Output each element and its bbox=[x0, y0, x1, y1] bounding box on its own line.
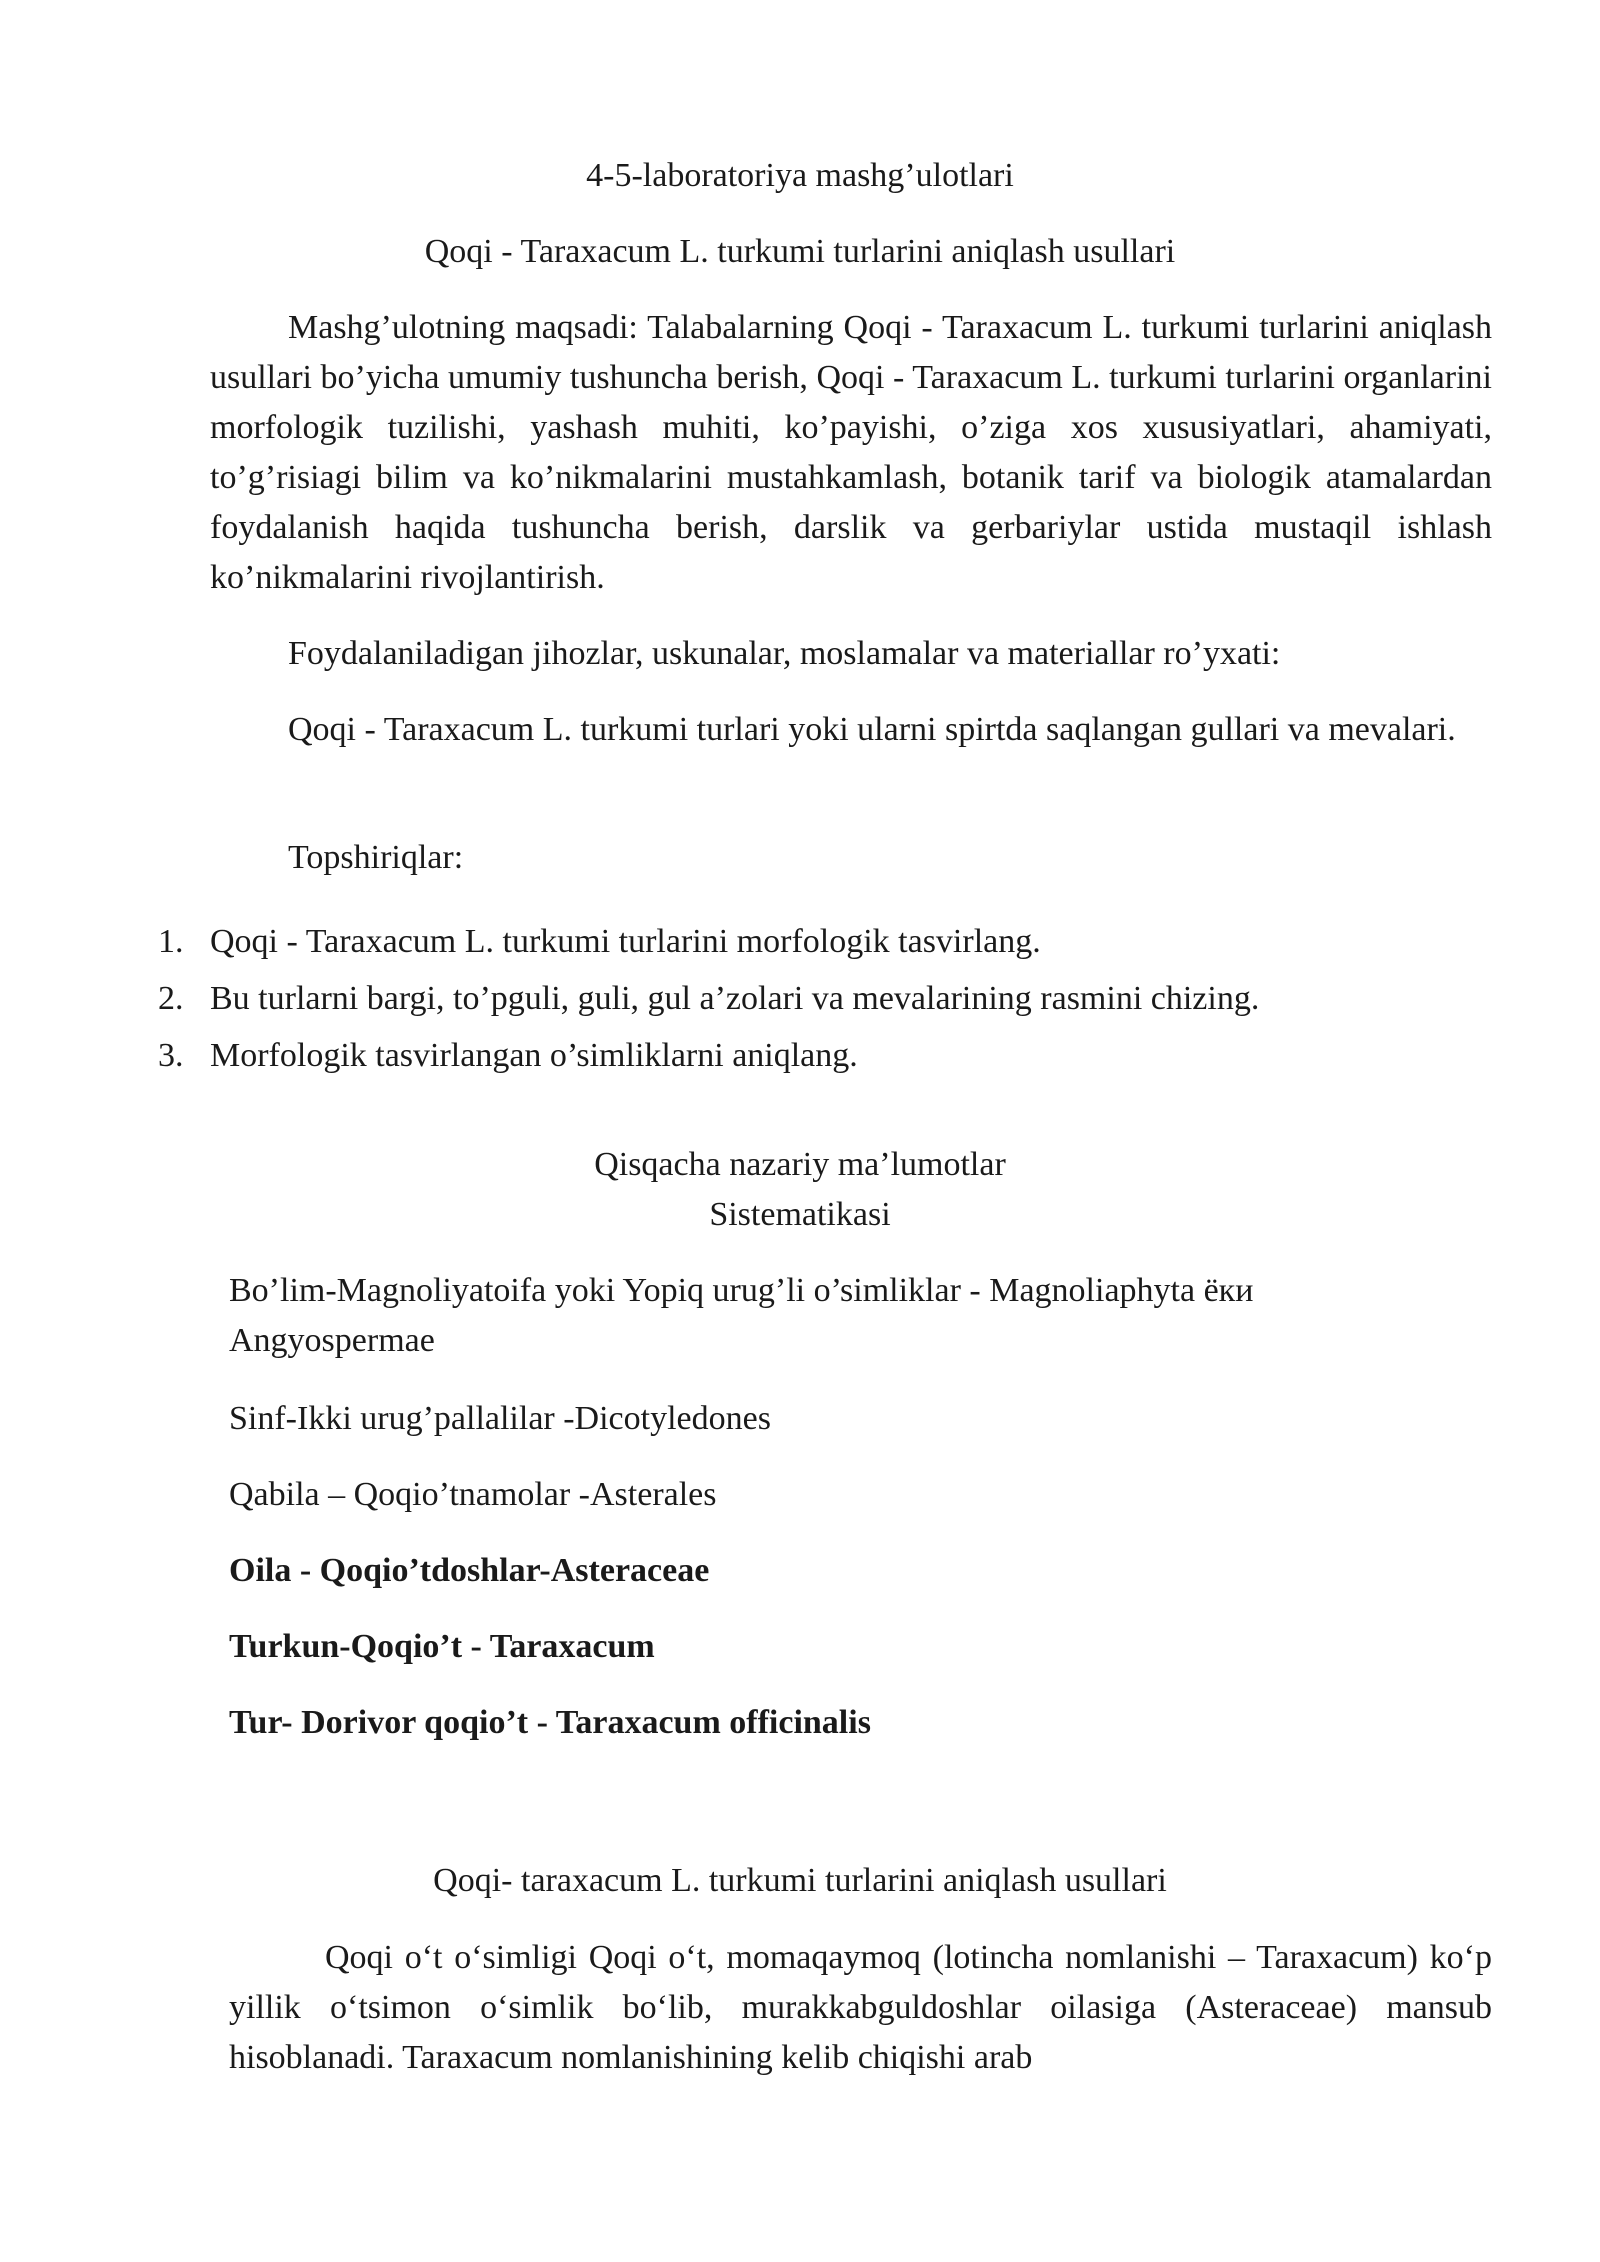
list-item-text: Morfologik tasvirlangan o’simliklarni aniqlang. bbox=[210, 1037, 858, 1074]
tasks-heading: Topshiriqlar: bbox=[288, 839, 464, 876]
section-title: Qoqi- taraxacum L. turkumi turlarini aniqlash usullari bbox=[433, 1862, 1167, 1899]
lab-title: 4-5-laboratoriya mashg’ulotlari bbox=[586, 157, 1014, 194]
systematics-order: Qabila – Qoqio’tnamolar -Asterales bbox=[229, 1476, 717, 1513]
goal-paragraph: Mashg’ulotning maqsadi: Talabalarning Qoqi - Taraxacum L. turkumi turlarini aniqlash usullari bo’yicha umumiy tushuncha berish, Qoqi - Taraxacum L. turkumi turlarini organlarini morfologik tuzilishi, yashash muhiti, ko’payishi, o’ziga xos xususiyatlari, ahamiyati, to’g’risiagi bilim va ko’nikmalarini mustahkamlash, botanik tarif va biologik atamalardan foydalanish haqida tushuncha berish, darslik va gerbariylar ustida mustaqil ishlash ko’nikmalarini rivojlantirish. bbox=[210, 309, 1492, 596]
theory-subheading: Sistematikasi bbox=[709, 1196, 891, 1233]
theory-heading: Qisqacha nazariy ma’lumotlar bbox=[594, 1146, 1006, 1183]
list-item-text: Qoqi - Taraxacum L. turkumi turlarini morfologik tasvirlang. bbox=[210, 923, 1041, 960]
systematics-species: Tur- Dorivor qoqio’t - Taraxacum officinalis bbox=[229, 1704, 871, 1741]
systematics-family: Oila - Qoqio’tdoshlar-Asteraceae bbox=[229, 1552, 710, 1589]
systematics-genus: Turkun-Qoqio’t - Taraxacum bbox=[229, 1628, 655, 1665]
list-number: 3. bbox=[158, 1037, 184, 1074]
list-item-text: Bu turlarni bargi, to’pguli, guli, gul a’zolari va mevalarining rasmini chizing. bbox=[210, 980, 1260, 1017]
section-paragraph: Qoqi o‘t o‘simligi Qoqi o‘t, momaqaymoq (lotincha nomlanishi – Taraxacum) ko‘p yillik o‘tsimon o‘simlik bo‘lib, murakkabguldoshlar oilasiga (Asteraceae) mansub hisoblanadi. Taraxacum nomlanishining kelib chiqishi arab bbox=[229, 1939, 1492, 2076]
systematics-class: Sinf-Ikki urug’pallalilar -Dicotyledones bbox=[229, 1400, 771, 1437]
list-number: 1. bbox=[158, 923, 184, 960]
materials-paragraph: Qoqi - Taraxacum L. turkumi turlari yoki ularni spirtda saqlangan gullari va mevalari. bbox=[288, 711, 1456, 748]
topic-title: Qoqi - Taraxacum L. turkumi turlarini aniqlash usullari bbox=[424, 233, 1176, 270]
list-number: 2. bbox=[158, 980, 184, 1017]
systematics-division: Bo’lim-Magnoliyatoifa yoki Yopiq urug’li o’simliklar - Magnoliaphyta ёки Angyospermae bbox=[229, 1272, 1254, 1359]
materials-heading: Foydalaniladigan jihozlar, uskunalar, moslamalar va materiallar ro’yxati: bbox=[288, 635, 1281, 672]
